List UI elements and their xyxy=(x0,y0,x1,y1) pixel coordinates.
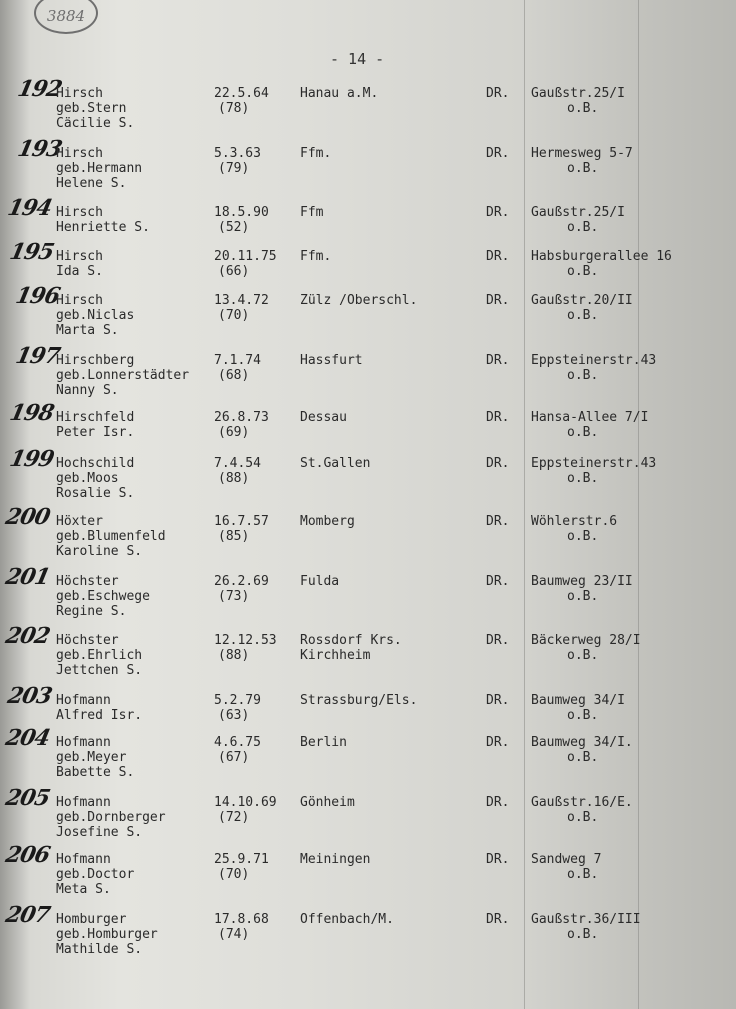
person-name-line: geb.Hermann xyxy=(56,161,143,176)
person-name-line: Josefine S. xyxy=(56,825,143,840)
dr-code: DR. xyxy=(486,146,510,161)
birth-place: Ffm. xyxy=(300,146,332,161)
person-name-line: Regine S. xyxy=(56,604,127,619)
dr-code: DR. xyxy=(486,633,510,648)
age: (79) xyxy=(218,161,250,176)
person-name-line: geb.Stern xyxy=(56,101,127,116)
ob-note: o.B. xyxy=(567,264,599,279)
dr-code: DR. xyxy=(486,456,510,471)
age: (74) xyxy=(218,927,250,942)
street-address: Gaußstr.25/I xyxy=(531,86,625,101)
birth-place: Hassfurt xyxy=(300,353,363,368)
person-name-line: Hirschfeld xyxy=(56,410,135,425)
ob-note: o.B. xyxy=(567,810,599,825)
birth-place: Fulda xyxy=(300,574,340,589)
dr-code: DR. xyxy=(486,795,510,810)
person-name-line: Hirsch xyxy=(56,293,103,308)
street-address: Gaußstr.20/II xyxy=(531,293,633,308)
person-name-line: geb.Moos xyxy=(56,471,119,486)
birth-date: 7.1.74 xyxy=(214,353,261,368)
birth-place: Ffm. xyxy=(300,249,332,264)
person-name-line: Ida S. xyxy=(56,264,103,279)
list-item xyxy=(0,446,736,516)
entry-number: 198 xyxy=(7,400,56,426)
street-address: Baumweg 23/II xyxy=(531,574,633,589)
birth-place: Meiningen xyxy=(300,852,371,867)
entry-number: 199 xyxy=(7,446,56,472)
person-name-line: Hirsch xyxy=(56,205,103,220)
person-name-line: Mathilde S. xyxy=(56,942,143,957)
ob-note: o.B. xyxy=(567,101,599,116)
entry-number: 204 xyxy=(3,725,52,751)
birth-place: Hanau a.M. xyxy=(300,86,379,101)
street-address: Eppsteinerstr.43 xyxy=(531,456,657,471)
birth-date: 4.6.75 xyxy=(214,735,261,750)
birth-place: Zülz /Oberschl. xyxy=(300,293,418,308)
list-item xyxy=(0,902,736,972)
list-item xyxy=(0,504,736,574)
person-name-line: Hofmann xyxy=(56,735,111,750)
list-item xyxy=(0,136,736,206)
person-name-line: Hofmann xyxy=(56,852,111,867)
person-name-line: geb.Lonnerstädter xyxy=(56,368,190,383)
person-name-line: geb.Dornberger xyxy=(56,810,166,825)
age: (52) xyxy=(218,220,250,235)
entry-number: 192 xyxy=(15,76,64,102)
birth-place: Strassburg/Els. xyxy=(300,693,418,708)
birth-date: 20.11.75 xyxy=(214,249,277,264)
street-address: Habsburgerallee 16 xyxy=(531,249,672,264)
person-name-line: Hirsch xyxy=(56,249,103,264)
ob-note: o.B. xyxy=(567,471,599,486)
birth-place: Berlin xyxy=(300,735,347,750)
ob-note: o.B. xyxy=(567,750,599,765)
birth-date: 16.7.57 xyxy=(214,514,269,529)
birth-place: Gönheim xyxy=(300,795,355,810)
person-name-line: Karoline S. xyxy=(56,544,143,559)
birth-place: Rossdorf Krs. xyxy=(300,633,402,648)
list-item xyxy=(0,564,736,634)
age: (66) xyxy=(218,264,250,279)
ob-note: o.B. xyxy=(567,927,599,942)
dr-code: DR. xyxy=(486,574,510,589)
list-item xyxy=(0,842,736,912)
person-name-line: geb.Niclas xyxy=(56,308,135,323)
birth-date: 17.8.68 xyxy=(214,912,269,927)
age: (88) xyxy=(218,471,250,486)
ob-note: o.B. xyxy=(567,425,599,440)
street-address: Gaußstr.16/E. xyxy=(531,795,633,810)
age: (88) xyxy=(218,648,250,663)
street-address: Gaußstr.25/I xyxy=(531,205,625,220)
dr-code: DR. xyxy=(486,410,510,425)
person-name-line: geb.Eschwege xyxy=(56,589,150,604)
dr-code: DR. xyxy=(486,693,510,708)
birth-date: 12.12.53 xyxy=(214,633,277,648)
person-name-line: Henriette S. xyxy=(56,220,150,235)
birth-place: Dessau xyxy=(300,410,347,425)
street-address: Eppsteinerstr.43 xyxy=(531,353,657,368)
page-number: - 14 - xyxy=(330,50,385,68)
birth-date: 5.3.63 xyxy=(214,146,261,161)
dr-code: DR. xyxy=(486,514,510,529)
person-name-line: Hofmann xyxy=(56,795,111,810)
birth-place: St.Gallen xyxy=(300,456,371,471)
entry-number: 194 xyxy=(5,195,54,221)
birth-date: 7.4.54 xyxy=(214,456,261,471)
entry-number: 197 xyxy=(13,343,62,369)
list-item xyxy=(0,76,736,146)
birth-place: Offenbach/M. xyxy=(300,912,394,927)
person-name-line: Rosalie S. xyxy=(56,486,135,501)
street-address: Gaußstr.36/III xyxy=(531,912,641,927)
dr-code: DR. xyxy=(486,852,510,867)
person-name-line: Höxter xyxy=(56,514,103,529)
list-item xyxy=(0,725,736,795)
street-address: Bäckerweg 28/I xyxy=(531,633,641,648)
person-name-line: geb.Blumenfeld xyxy=(56,529,166,544)
person-name-line: Marta S. xyxy=(56,323,119,338)
person-name-line: Hochschild xyxy=(56,456,135,471)
ob-note: o.B. xyxy=(567,867,599,882)
person-name-line: Höchster xyxy=(56,633,119,648)
street-address: Wöhlerstr.6 xyxy=(531,514,618,529)
street-address: Hermesweg 5-7 xyxy=(531,146,633,161)
dr-code: DR. xyxy=(486,205,510,220)
entry-number: 202 xyxy=(3,623,52,649)
person-name-line: Peter Isr. xyxy=(56,425,135,440)
list-item xyxy=(0,785,736,855)
person-name-line: Hofmann xyxy=(56,693,111,708)
birth-date: 22.5.64 xyxy=(214,86,269,101)
entry-number: 196 xyxy=(13,283,62,309)
entry-number: 195 xyxy=(7,239,56,265)
person-name-line: geb.Doctor xyxy=(56,867,135,882)
ob-note: o.B. xyxy=(567,220,599,235)
person-name-line: Hirsch xyxy=(56,86,103,101)
dr-code: DR. xyxy=(486,912,510,927)
age: (69) xyxy=(218,425,250,440)
entry-number: 200 xyxy=(3,504,52,530)
birth-place: Momberg xyxy=(300,514,355,529)
age: (72) xyxy=(218,810,250,825)
list-item xyxy=(0,283,736,353)
ob-note: o.B. xyxy=(567,589,599,604)
birth-place: Kirchheim xyxy=(300,648,371,663)
person-name-line: Homburger xyxy=(56,912,127,927)
person-name-line: Jettchen S. xyxy=(56,663,143,678)
person-name-line: Babette S. xyxy=(56,765,135,780)
entry-number: 201 xyxy=(3,564,52,590)
entry-number: 203 xyxy=(5,683,54,709)
entry-number: 193 xyxy=(15,136,64,162)
street-address: Hansa-Allee 7/I xyxy=(531,410,649,425)
person-name-line: geb.Ehrlich xyxy=(56,648,143,663)
age: (70) xyxy=(218,308,250,323)
age: (67) xyxy=(218,750,250,765)
entry-number: 207 xyxy=(3,902,52,928)
person-name-line: Hirschberg xyxy=(56,353,135,368)
street-address: Baumweg 34/I. xyxy=(531,735,633,750)
archive-stamp: 3884 xyxy=(34,0,98,34)
ob-note: o.B. xyxy=(567,648,599,663)
dr-code: DR. xyxy=(486,353,510,368)
birth-date: 26.2.69 xyxy=(214,574,269,589)
ob-note: o.B. xyxy=(567,529,599,544)
age: (63) xyxy=(218,708,250,723)
entry-number: 205 xyxy=(3,785,52,811)
person-name-line: geb.Homburger xyxy=(56,927,158,942)
ob-note: o.B. xyxy=(567,161,599,176)
person-name-line: geb.Meyer xyxy=(56,750,127,765)
entry-number: 206 xyxy=(3,842,52,868)
ob-note: o.B. xyxy=(567,708,599,723)
dr-code: DR. xyxy=(486,86,510,101)
street-address: Baumweg 34/I xyxy=(531,693,625,708)
list-item xyxy=(0,623,736,693)
street-address: Sandweg 7 xyxy=(531,852,602,867)
age: (73) xyxy=(218,589,250,604)
age: (78) xyxy=(218,101,250,116)
age: (70) xyxy=(218,867,250,882)
age: (68) xyxy=(218,368,250,383)
dr-code: DR. xyxy=(486,735,510,750)
ob-note: o.B. xyxy=(567,308,599,323)
birth-date: 5.2.79 xyxy=(214,693,261,708)
birth-date: 14.10.69 xyxy=(214,795,277,810)
person-name-line: Hirsch xyxy=(56,146,103,161)
person-name-line: Helene S. xyxy=(56,176,127,191)
age: (85) xyxy=(218,529,250,544)
person-name-line: Höchster xyxy=(56,574,119,589)
birth-date: 25.9.71 xyxy=(214,852,269,867)
person-name-line: Nanny S. xyxy=(56,383,119,398)
person-name-line: Cäcilie S. xyxy=(56,116,135,131)
ob-note: o.B. xyxy=(567,368,599,383)
birth-place: Ffm xyxy=(300,205,324,220)
birth-date: 18.5.90 xyxy=(214,205,269,220)
birth-date: 26.8.73 xyxy=(214,410,269,425)
dr-code: DR. xyxy=(486,249,510,264)
birth-date: 13.4.72 xyxy=(214,293,269,308)
person-name-line: Meta S. xyxy=(56,882,111,897)
person-name-line: Alfred Isr. xyxy=(56,708,143,723)
dr-code: DR. xyxy=(486,293,510,308)
list-item xyxy=(0,343,736,413)
